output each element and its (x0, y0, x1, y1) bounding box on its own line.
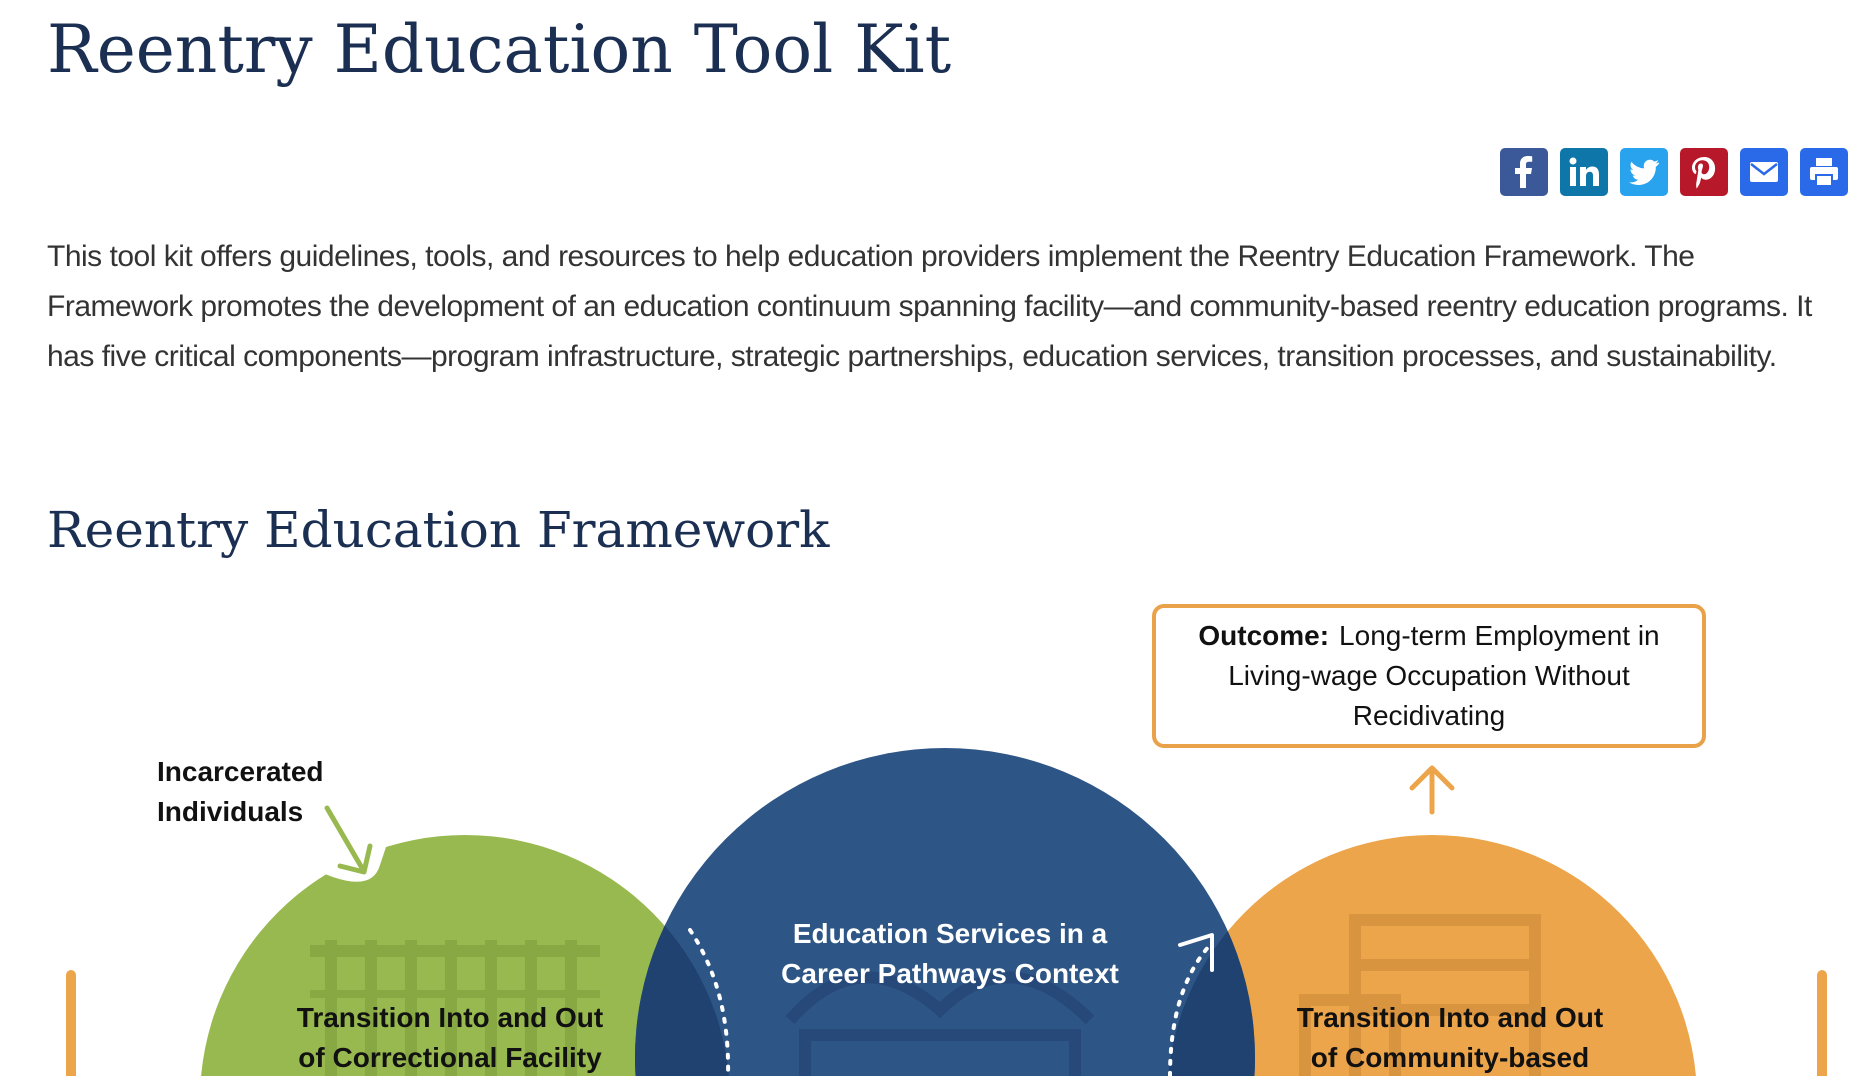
print-icon (1807, 155, 1841, 189)
facebook-share-button[interactable] (1500, 148, 1548, 196)
intro-paragraph: This tool kit offers guidelines, tools, and resources to help education providers implement the Reentry Education Framework. The Framework promotes the development of an education continuum spanning facility—and community-based reentry education programs. It has five critical components—program infrastructure, strategic partnerships, education services, transition processes, and sustainability. (47, 240, 1812, 373)
facility-label (270, 998, 630, 1076)
incarcerated-line2: Individuals (157, 796, 304, 827)
education-label (740, 914, 1160, 994)
left-orange-bar (66, 970, 76, 1076)
education-line2: Career Pathways Context (781, 958, 1119, 989)
twitter-share-button[interactable] (1620, 148, 1668, 196)
incarcerated-line1: Incarcerated (157, 756, 324, 787)
pinterest-icon (1687, 155, 1721, 189)
page-title: Reentry Education Tool Kit (47, 11, 952, 88)
facility-line2: of Correctional Facility (298, 1042, 602, 1073)
community-line2: of Community-based (1310, 1042, 1590, 1073)
section-title: Reentry Education Framework (47, 501, 830, 559)
print-button[interactable] (1800, 148, 1848, 196)
linkedin-share-button[interactable] (1560, 148, 1608, 196)
education-circle (635, 748, 1255, 1076)
community-label (1270, 998, 1630, 1076)
community-line1: Transition Into and Out (1296, 1002, 1604, 1033)
linkedin-icon (1567, 155, 1601, 189)
twitter-icon (1627, 155, 1661, 189)
share-bar (1500, 148, 1848, 196)
outcome-box (1152, 604, 1706, 748)
email-share-button[interactable] (1740, 148, 1788, 196)
education-line1: Education Services in a (792, 918, 1108, 949)
outcome-description: Long-term Employment in Living-wage Occupation Without Recidivating (1228, 620, 1660, 731)
email-icon (1747, 155, 1781, 189)
outcome-text (1192, 616, 1666, 736)
facebook-icon (1507, 155, 1541, 189)
outcome-label: Outcome: (1198, 620, 1330, 651)
pinterest-share-button[interactable] (1680, 148, 1728, 196)
incarcerated-label (157, 752, 324, 832)
right-orange-bar (1817, 970, 1827, 1076)
facility-line1: Transition Into and Out (296, 1002, 604, 1033)
framework-diagram (0, 590, 1854, 1076)
